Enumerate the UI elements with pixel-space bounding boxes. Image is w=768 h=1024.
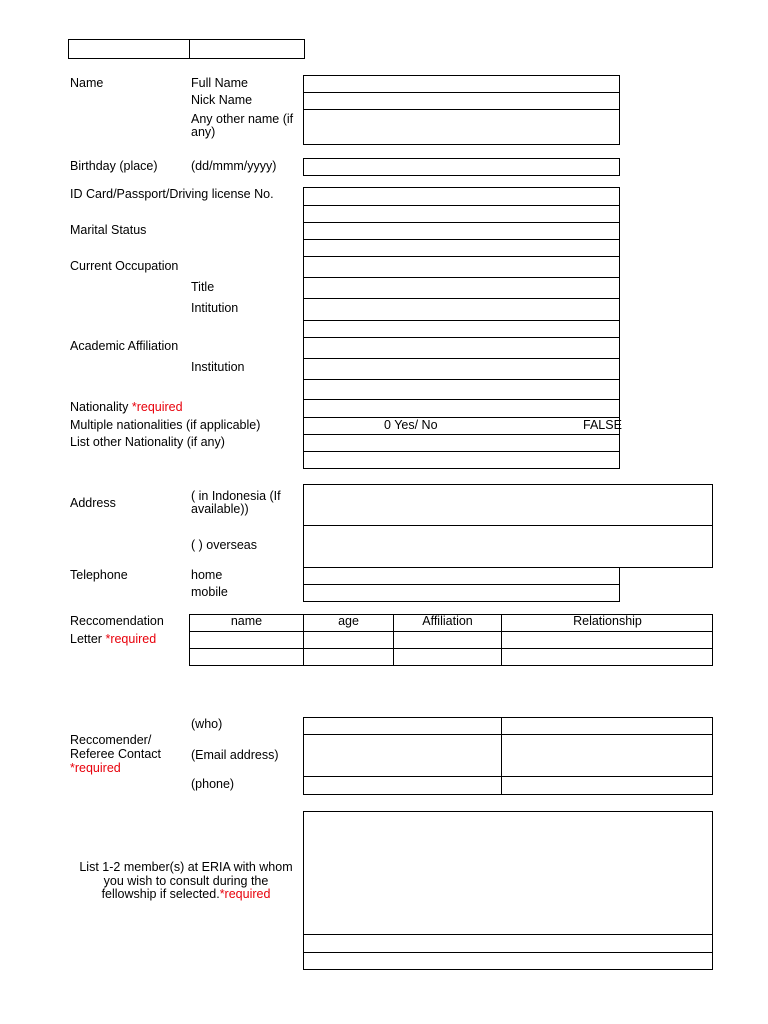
- eria-row-divider: [303, 952, 713, 953]
- recommendation-row-divider: [189, 648, 713, 649]
- recommendation-label-line1: Reccomendation: [70, 614, 164, 628]
- recommendation-label-line2: [70, 633, 156, 646]
- eria-row-divider: [303, 934, 713, 935]
- eria-line2: you wish to consult during the: [103, 874, 269, 888]
- birthday-label: Birthday (place): [70, 159, 158, 173]
- referee-table: [303, 717, 713, 795]
- eria-line1: List 1-2 member(s) at ERIA with whom: [79, 860, 293, 874]
- full-name-label: Full Name: [191, 76, 248, 90]
- referee-email-label: (Email address): [191, 748, 279, 762]
- telephone-mobile-field[interactable]: [303, 584, 620, 602]
- academic-institution-label: Institution: [191, 360, 245, 374]
- academic-affiliation-label: Academic Affiliation: [70, 339, 179, 353]
- nick-name-label: Nick Name: [191, 93, 253, 107]
- address-overseas-label[interactable]: ( ) overseas: [191, 538, 257, 552]
- eria-line3-text: fellowship if selected.: [101, 887, 220, 901]
- details-divider: [303, 256, 620, 257]
- multiple-nationalities-value: FALSE: [583, 418, 622, 432]
- other-name-label: Any other name (if any): [191, 112, 294, 139]
- multiple-nationalities-choice[interactable]: 0 Yes/ No: [384, 418, 438, 432]
- birthday-field[interactable]: [303, 158, 620, 176]
- referee-row-divider: [303, 734, 713, 735]
- referee-label-line1: Reccomender/: [70, 733, 152, 747]
- full-name-field[interactable]: [304, 76, 619, 92]
- address-indonesia-field[interactable]: [303, 484, 713, 527]
- nationality-required: *required: [131, 400, 183, 414]
- address-indonesia-label: ( in Indonesia (If available)): [191, 489, 281, 516]
- recommendation-required: *required: [105, 632, 157, 646]
- details-divider: [303, 239, 620, 240]
- occupation-institution-label: Intitution: [191, 301, 239, 315]
- birthday-format: (dd/mmm/yyyy): [191, 159, 277, 173]
- name-label: Name: [70, 76, 104, 90]
- nick-name-field[interactable]: [304, 93, 619, 109]
- details-divider: [303, 358, 620, 359]
- referee-col-divider: [501, 717, 502, 795]
- details-divider: [303, 222, 620, 223]
- recommendation-col-affiliation: Affiliation: [422, 614, 473, 628]
- telephone-home-field[interactable]: [303, 567, 620, 585]
- details-divider: [303, 417, 620, 418]
- details-divider: [303, 451, 620, 452]
- address-overseas-field[interactable]: [303, 525, 713, 568]
- recommendation-col-relationship: Relationship: [573, 614, 642, 628]
- eria-required: *required: [219, 887, 271, 901]
- details-divider: [303, 205, 620, 206]
- details-divider: [303, 298, 620, 299]
- details-divider: [303, 379, 620, 380]
- nationality-label-text: Nationality: [70, 400, 129, 414]
- referee-required: *required: [70, 761, 121, 775]
- details-divider: [303, 277, 620, 278]
- recommendation-row-divider: [189, 631, 713, 632]
- nationality-label: [70, 401, 183, 414]
- recommendation-col-name: name: [230, 614, 263, 628]
- occupation-title-label: Title: [191, 280, 215, 294]
- header-box-2[interactable]: [189, 39, 305, 59]
- details-divider: [303, 399, 620, 400]
- occupation-label: Current Occupation: [70, 259, 179, 273]
- id-card-label: ID Card/Passport/Driving license No.: [70, 187, 274, 201]
- telephone-mobile-label: mobile: [191, 585, 228, 599]
- header-box-1[interactable]: [68, 39, 191, 59]
- referee-row-divider: [303, 776, 713, 777]
- details-divider: [303, 434, 620, 435]
- recommendation-label-text: Letter: [70, 632, 102, 646]
- telephone-home-label: home: [191, 568, 223, 582]
- recommendation-col-age: age: [338, 614, 359, 628]
- multiple-nationalities-label: Multiple nationalities (if applicable): [70, 418, 261, 432]
- referee-who-label: (who): [191, 717, 223, 731]
- address-label: Address: [70, 496, 116, 510]
- other-name-field[interactable]: [304, 110, 619, 144]
- details-divider: [303, 320, 620, 321]
- eria-members-field[interactable]: [303, 811, 713, 970]
- details-divider: [303, 337, 620, 338]
- referee-label-line2: Referee Contact: [70, 747, 162, 761]
- other-nationality-label: List other Nationality (if any): [70, 435, 225, 449]
- details-block: [303, 187, 620, 469]
- referee-phone-label: (phone): [191, 777, 235, 791]
- eria-line3: [70, 888, 302, 901]
- telephone-label: Telephone: [70, 568, 128, 582]
- marital-status-label: Marital Status: [70, 223, 147, 237]
